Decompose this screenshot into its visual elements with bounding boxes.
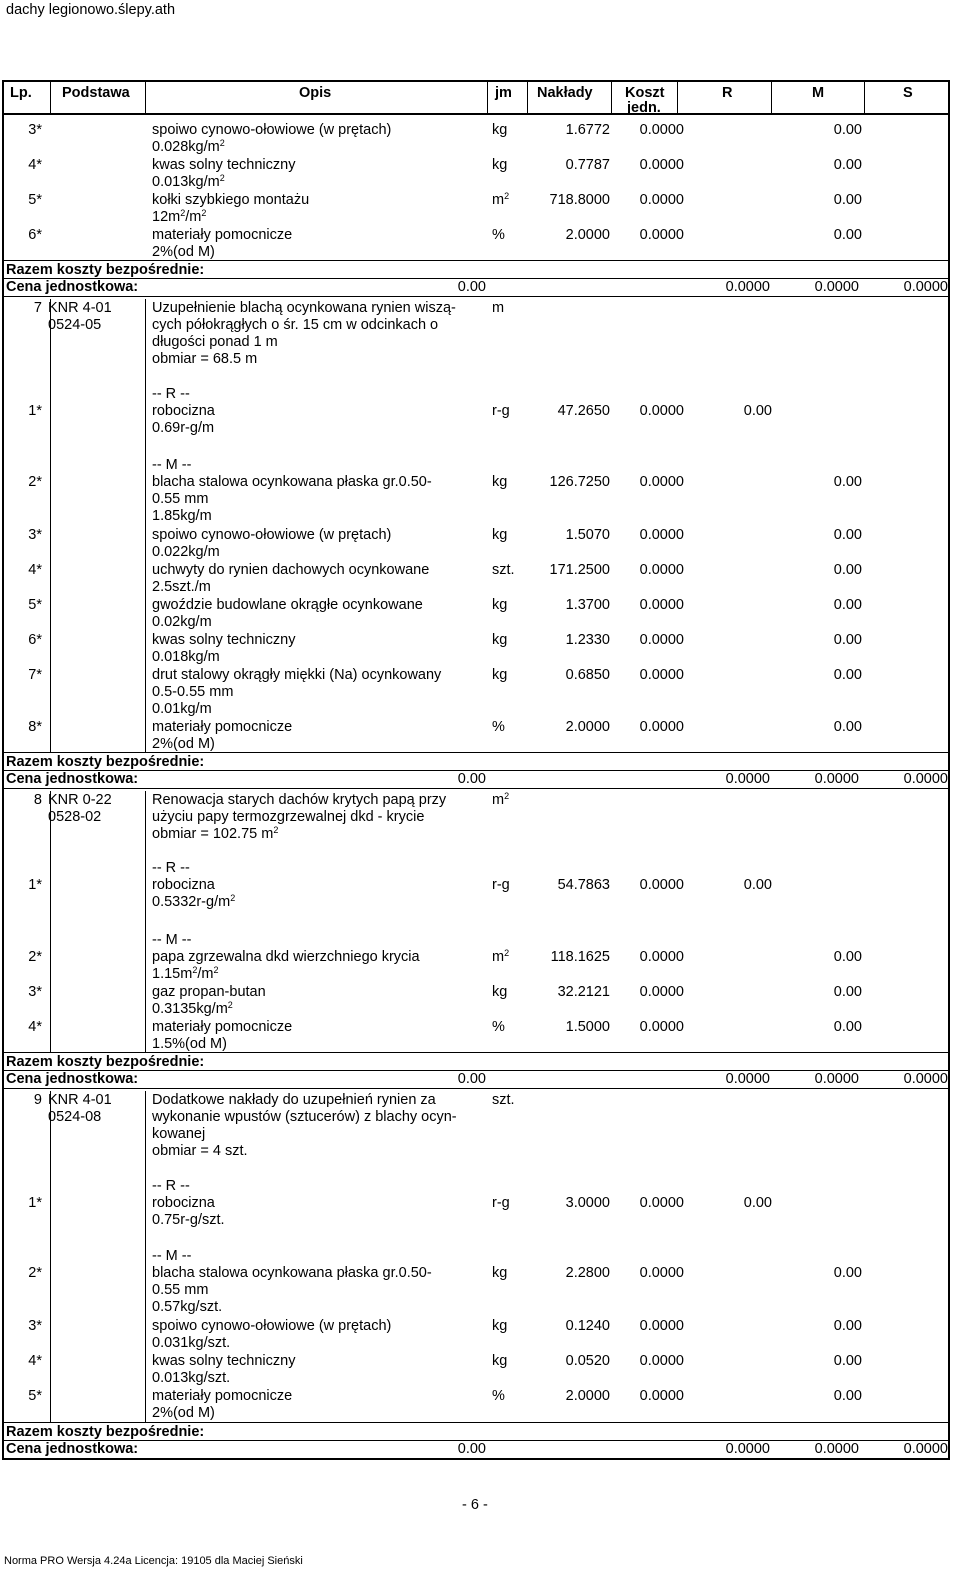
razem-koszty-label: Razem koszty bezpośrednie: xyxy=(6,754,205,770)
resource-naklady: 2.2800 xyxy=(565,1265,610,1281)
resource-name: robocizna xyxy=(152,1195,215,1211)
resource-lp: 5* xyxy=(28,192,42,208)
resource-naklady: 1.2330 xyxy=(565,632,610,648)
position-knr: KNR 4-01 xyxy=(48,1092,112,1108)
resource-koszt: 0.0000 xyxy=(639,122,684,138)
resource-m-value: 0.00 xyxy=(833,527,862,543)
resource-lp: 8* xyxy=(28,719,42,735)
cena-jednostkowa-label: Cena jednostkowa: xyxy=(6,771,139,787)
resource-koszt: 0.0000 xyxy=(639,1195,684,1211)
resource-name: spoiwo cynowo-ołowiowe (w prętach) xyxy=(152,1318,392,1334)
resource-name: kwas solny techniczny xyxy=(152,1353,296,1369)
resource-norm: $0.028kg/m^2$ xyxy=(152,138,225,155)
resource-lp: 3* xyxy=(28,527,42,543)
resource-norm: 0.01kg/m xyxy=(152,701,212,717)
resource-koszt: 0.0000 xyxy=(639,562,684,578)
resource-jm: % xyxy=(492,1388,505,1404)
resource-naklady: 718.8000 xyxy=(549,192,610,208)
resource-m-value: 0.00 xyxy=(833,227,862,243)
resource-m-value: 0.00 xyxy=(833,1318,862,1334)
cena-koszt: 0.00 xyxy=(457,1071,486,1087)
resource-name: robocizna xyxy=(152,403,215,419)
resource-norm: 0.02kg/m xyxy=(152,614,212,630)
resource-m-value: 0.00 xyxy=(833,1353,862,1369)
razem-koszty-label: Razem koszty bezpośrednie: xyxy=(6,262,205,278)
cena-m: 0.0000 xyxy=(814,1071,859,1087)
header-jm: jm xyxy=(495,85,512,101)
position-description: Dodatkowe nakłady do uzupełnień rynien za xyxy=(152,1092,436,1108)
col-divider xyxy=(864,80,865,113)
resource-norm: 0.031kg/szt. xyxy=(152,1335,231,1351)
resource-lp: 2* xyxy=(28,949,42,965)
resource-jm: % xyxy=(492,227,505,243)
resource-name: materiały pomocnicze xyxy=(152,1388,293,1404)
resource-naklady: 118.1625 xyxy=(550,949,610,965)
resource-jm: $m^2$ xyxy=(492,191,510,208)
resource-koszt: 0.0000 xyxy=(639,192,684,208)
resource-r-value: 0.00 xyxy=(743,403,772,419)
resource-naklady: 126.7250 xyxy=(549,474,610,490)
cena-r: 0.0000 xyxy=(725,1441,770,1457)
resource-m-value: 0.00 xyxy=(833,719,862,735)
resource-koszt: 0.0000 xyxy=(639,984,684,1000)
resource-lp: 4* xyxy=(28,1019,42,1035)
resource-lp: 4* xyxy=(28,562,42,578)
resource-lp: 5* xyxy=(28,597,42,613)
position-description-cont: wykonanie wpustów (sztucerów) z blachy ocyn- xyxy=(152,1109,457,1125)
position-knr-code: 0524-08 xyxy=(48,1109,102,1125)
header-naklady: Nakłady xyxy=(537,85,593,101)
cena-jednostkowa-label: Cena jednostkowa: xyxy=(6,279,139,295)
resource-lp: 4* xyxy=(28,157,42,173)
cena-r: 0.0000 xyxy=(725,1071,770,1087)
resource-norm: 2%(od M) xyxy=(152,736,215,752)
position-number: 7 xyxy=(33,300,42,316)
col-divider xyxy=(50,1091,51,1423)
position-description-cont: kowanej xyxy=(152,1126,206,1142)
resource-jm: kg xyxy=(492,984,508,1000)
resource-m-value: 0.00 xyxy=(833,474,862,490)
resource-jm: $m^2$ xyxy=(492,948,510,965)
resource-lp: 6* xyxy=(28,632,42,648)
resource-name: blacha stalowa ocynkowana płaska gr.0.50- xyxy=(152,1265,432,1281)
resource-koszt: 0.0000 xyxy=(639,1318,684,1334)
cena-r: 0.0000 xyxy=(725,771,770,787)
resource-name: kołki szybkiego montażu xyxy=(152,192,310,208)
resource-jm: kg xyxy=(492,632,508,648)
material-group-label: -- M -- xyxy=(152,457,192,473)
position-knr-code: 0524-05 xyxy=(48,317,102,333)
resource-name-cont: 0.5-0.55 mm xyxy=(152,684,234,700)
resource-name: gaz propan-butan xyxy=(152,984,266,1000)
resource-koszt: 0.0000 xyxy=(639,719,684,735)
col-divider xyxy=(145,80,146,113)
col-divider xyxy=(145,791,146,1053)
header-lp: Lp. xyxy=(10,85,32,101)
page-number: - 6 - xyxy=(462,1497,488,1513)
col-divider xyxy=(677,80,678,113)
cena-r: 0.0000 xyxy=(725,279,770,295)
razem-koszty-label: Razem koszty bezpośrednie: xyxy=(6,1424,205,1440)
resource-koszt: 0.0000 xyxy=(639,157,684,173)
resource-naklady: 0.1240 xyxy=(565,1318,610,1334)
resource-koszt: 0.0000 xyxy=(639,227,684,243)
cena-s: 0.0000 xyxy=(903,279,948,295)
resource-name: spoiwo cynowo-ołowiowe (w prętach) xyxy=(152,527,392,543)
col-divider xyxy=(771,80,772,113)
position-number: 8 xyxy=(33,792,42,808)
material-group-label: -- M -- xyxy=(152,932,192,948)
col-divider xyxy=(527,80,528,113)
row-separator xyxy=(2,1458,950,1459)
col-divider xyxy=(611,80,612,113)
material-group-label: -- M -- xyxy=(152,1248,192,1264)
cena-m: 0.0000 xyxy=(814,279,859,295)
position-description-cont: długości ponad 1 m xyxy=(152,334,278,350)
position-description-cont: cych półokrągłych o śr. 15 cm w odcinkach o xyxy=(152,317,439,333)
row-separator xyxy=(2,752,950,753)
resource-jm: kg xyxy=(492,474,508,490)
labor-group-label: -- R -- xyxy=(152,386,190,402)
resource-m-value: 0.00 xyxy=(833,1265,862,1281)
resource-r-value: 0.00 xyxy=(743,877,772,893)
resource-lp: 6* xyxy=(28,227,42,243)
resource-name: materiały pomocnicze xyxy=(152,719,293,735)
resource-name: uchwyty do rynien dachowych ocynkowane xyxy=(152,562,430,578)
position-description: Renowacja starych dachów krytych papą przy xyxy=(152,792,447,808)
resource-m-value: 0.00 xyxy=(833,192,862,208)
col-divider xyxy=(145,1091,146,1423)
resource-norm: 2%(od M) xyxy=(152,244,215,260)
resource-naklady: 1.5070 xyxy=(565,527,610,543)
resource-naklady: 2.0000 xyxy=(565,227,610,243)
resource-koszt: 0.0000 xyxy=(639,949,684,965)
resource-m-value: 0.00 xyxy=(833,632,862,648)
resource-jm: kg xyxy=(492,527,508,543)
resource-naklady: 1.5000 xyxy=(565,1019,610,1035)
page-title: dachy legionowo.ślepy.ath xyxy=(6,2,176,18)
row-separator xyxy=(2,1052,950,1053)
resource-jm: r-g xyxy=(492,877,510,893)
resource-norm: 1.85kg/m xyxy=(152,508,212,524)
position-jm: szt. xyxy=(492,1092,515,1108)
labor-group-label: -- R -- xyxy=(152,1178,190,1194)
resource-naklady: 1.6772 xyxy=(565,122,610,138)
cena-jednostkowa-label: Cena jednostkowa: xyxy=(6,1441,139,1457)
resource-norm: 2.5szt./m xyxy=(152,579,211,595)
resource-norm: $12m^2/m^2$ xyxy=(152,208,207,225)
resource-name: spoiwo cynowo-ołowiowe (w prętach) xyxy=(152,122,392,138)
resource-norm: 0.013kg/szt. xyxy=(152,1370,231,1386)
resource-norm: 0.018kg/m xyxy=(152,649,220,665)
header-podstawa: Podstawa xyxy=(62,85,130,101)
position-knr: KNR 4-01 xyxy=(48,300,112,316)
resource-m-value: 0.00 xyxy=(833,984,862,1000)
resource-naklady: 32.2121 xyxy=(557,984,610,1000)
cena-koszt: 0.00 xyxy=(457,1441,486,1457)
resource-name: blacha stalowa ocynkowana płaska gr.0.50- xyxy=(152,474,432,490)
resource-norm: $0.5332r-g/m^2$ xyxy=(152,893,236,910)
resource-naklady: 0.6850 xyxy=(565,667,610,683)
resource-norm: 1.5%(od M) xyxy=(152,1036,227,1052)
resource-jm: r-g xyxy=(492,403,510,419)
resource-m-value: 0.00 xyxy=(833,949,862,965)
resource-norm: 0.69r-g/m xyxy=(152,420,215,436)
resource-norm: $0.013kg/m^2$ xyxy=(152,173,225,190)
cena-koszt: 0.00 xyxy=(457,279,486,295)
resource-naklady: 171.2500 xyxy=(549,562,610,578)
position-obmiar: obmiar = 102.75 $m^2$ xyxy=(152,825,279,842)
resource-name: papa zgrzewalna dkd wierzchniego krycia xyxy=(152,949,420,965)
cena-s: 0.0000 xyxy=(903,1441,948,1457)
resource-koszt: 0.0000 xyxy=(639,632,684,648)
resource-lp: 3* xyxy=(28,984,42,1000)
resource-r-value: 0.00 xyxy=(743,1195,772,1211)
position-obmiar: obmiar = 4 szt. xyxy=(152,1143,248,1159)
resource-lp: 5* xyxy=(28,1388,42,1404)
resource-norm: $1.15m^2/m^2$ xyxy=(152,965,219,982)
row-separator xyxy=(2,260,950,261)
header-opis: Opis xyxy=(299,85,332,101)
resource-lp: 1* xyxy=(28,877,42,893)
cena-m: 0.0000 xyxy=(814,1441,859,1457)
cena-jednostkowa-label: Cena jednostkowa: xyxy=(6,1071,139,1087)
resource-jm: r-g xyxy=(492,1195,510,1211)
resource-norm: 0.57kg/szt. xyxy=(152,1299,223,1315)
row-separator xyxy=(2,788,950,789)
resource-naklady: 47.2650 xyxy=(557,403,610,419)
resource-koszt: 0.0000 xyxy=(639,667,684,683)
resource-name: robocizna xyxy=(152,877,215,893)
resource-jm: kg xyxy=(492,1265,508,1281)
cena-s: 0.0000 xyxy=(903,1071,948,1087)
position-jm: m xyxy=(492,300,505,316)
resource-koszt: 0.0000 xyxy=(639,1019,684,1035)
resource-name: materiały pomocnicze xyxy=(152,1019,293,1035)
labor-group-label: -- R -- xyxy=(152,860,190,876)
col-divider xyxy=(145,299,146,753)
resource-naklady: 1.3700 xyxy=(565,597,610,613)
resource-jm: % xyxy=(492,719,505,735)
resource-name: drut stalowy okrągły miękki (Na) ocynkowany xyxy=(152,667,442,683)
position-description-cont: użyciu papy termozgrzewalnej dkd - krycie xyxy=(152,809,425,825)
resource-m-value: 0.00 xyxy=(833,1019,862,1035)
resource-naklady: 2.0000 xyxy=(565,1388,610,1404)
cena-s: 0.0000 xyxy=(903,771,948,787)
col-divider xyxy=(50,791,51,1053)
resource-jm: kg xyxy=(492,157,508,173)
resource-lp: 3* xyxy=(28,1318,42,1334)
resource-koszt: 0.0000 xyxy=(639,403,684,419)
resource-jm: kg xyxy=(492,122,508,138)
resource-naklady: 54.7863 xyxy=(557,877,610,893)
resource-jm: kg xyxy=(492,597,508,613)
resource-koszt: 0.0000 xyxy=(639,1265,684,1281)
cena-koszt: 0.00 xyxy=(457,771,486,787)
resource-jm: % xyxy=(492,1019,505,1035)
resource-jm: kg xyxy=(492,1353,508,1369)
resource-koszt: 0.0000 xyxy=(639,527,684,543)
resource-name-cont: 0.55 mm xyxy=(152,491,209,507)
header-m: M xyxy=(812,85,825,101)
resource-koszt: 0.0000 xyxy=(639,597,684,613)
position-description: Uzupełnienie blachą ocynkowana rynien wiszą- xyxy=(152,300,456,316)
resource-name: kwas solny techniczny xyxy=(152,632,296,648)
resource-m-value: 0.00 xyxy=(833,157,862,173)
resource-m-value: 0.00 xyxy=(833,667,862,683)
position-number: 9 xyxy=(33,1092,42,1108)
resource-lp: 2* xyxy=(28,1265,42,1281)
razem-koszty-label: Razem koszty bezpośrednie: xyxy=(6,1054,205,1070)
resource-jm: kg xyxy=(492,667,508,683)
resource-koszt: 0.0000 xyxy=(639,877,684,893)
header-separator xyxy=(2,113,950,115)
license-footer: Norma PRO Wersja 4.24a Licencja: 19105 dla Maciej Sieński xyxy=(4,1555,303,1567)
resource-m-value: 0.00 xyxy=(833,597,862,613)
resource-koszt: 0.0000 xyxy=(639,1388,684,1404)
row-separator xyxy=(2,296,950,297)
resource-naklady: 0.7787 xyxy=(565,157,610,173)
resource-m-value: 0.00 xyxy=(833,562,862,578)
resource-m-value: 0.00 xyxy=(833,122,862,138)
header-r: R xyxy=(722,85,733,101)
resource-lp: 2* xyxy=(28,474,42,490)
resource-naklady: 2.0000 xyxy=(565,719,610,735)
header-koszt: Koszt xyxy=(625,85,665,101)
resource-name: kwas solny techniczny xyxy=(152,157,296,173)
row-separator xyxy=(2,1422,950,1423)
resource-naklady: 3.0000 xyxy=(565,1195,610,1211)
resource-lp: 1* xyxy=(28,1195,42,1211)
col-divider xyxy=(50,299,51,753)
resource-lp: 3* xyxy=(28,122,42,138)
header-s: S xyxy=(903,85,913,101)
resource-koszt: 0.0000 xyxy=(639,474,684,490)
resource-lp: 4* xyxy=(28,1353,42,1369)
resource-naklady: 0.0520 xyxy=(565,1353,610,1369)
position-jm: $m^2$ xyxy=(492,791,510,808)
resource-norm: 0.022kg/m xyxy=(152,544,220,560)
header-koszt-jedn: jedn. xyxy=(627,100,661,116)
resource-name: gwoździe budowlane okrągłe ocynkowane xyxy=(152,597,423,613)
resource-name-cont: 0.55 mm xyxy=(152,1282,209,1298)
resource-norm: $0.3135kg/m^2$ xyxy=(152,1000,233,1017)
col-divider xyxy=(487,80,488,113)
position-obmiar: obmiar = 68.5 m xyxy=(152,351,258,367)
resource-norm: 0.75r-g/szt. xyxy=(152,1212,225,1228)
resource-jm: kg xyxy=(492,1318,508,1334)
resource-m-value: 0.00 xyxy=(833,1388,862,1404)
resource-norm: 2%(od M) xyxy=(152,1405,215,1421)
resource-name: materiały pomocnicze xyxy=(152,227,293,243)
resource-jm: szt. xyxy=(492,562,515,578)
resource-lp: 1* xyxy=(28,403,42,419)
row-separator xyxy=(2,1088,950,1089)
position-knr-code: 0528-02 xyxy=(48,809,102,825)
col-divider xyxy=(50,80,51,113)
position-knr: KNR 0-22 xyxy=(48,792,112,808)
cena-m: 0.0000 xyxy=(814,771,859,787)
resource-koszt: 0.0000 xyxy=(639,1353,684,1369)
resource-lp: 7* xyxy=(28,667,42,683)
